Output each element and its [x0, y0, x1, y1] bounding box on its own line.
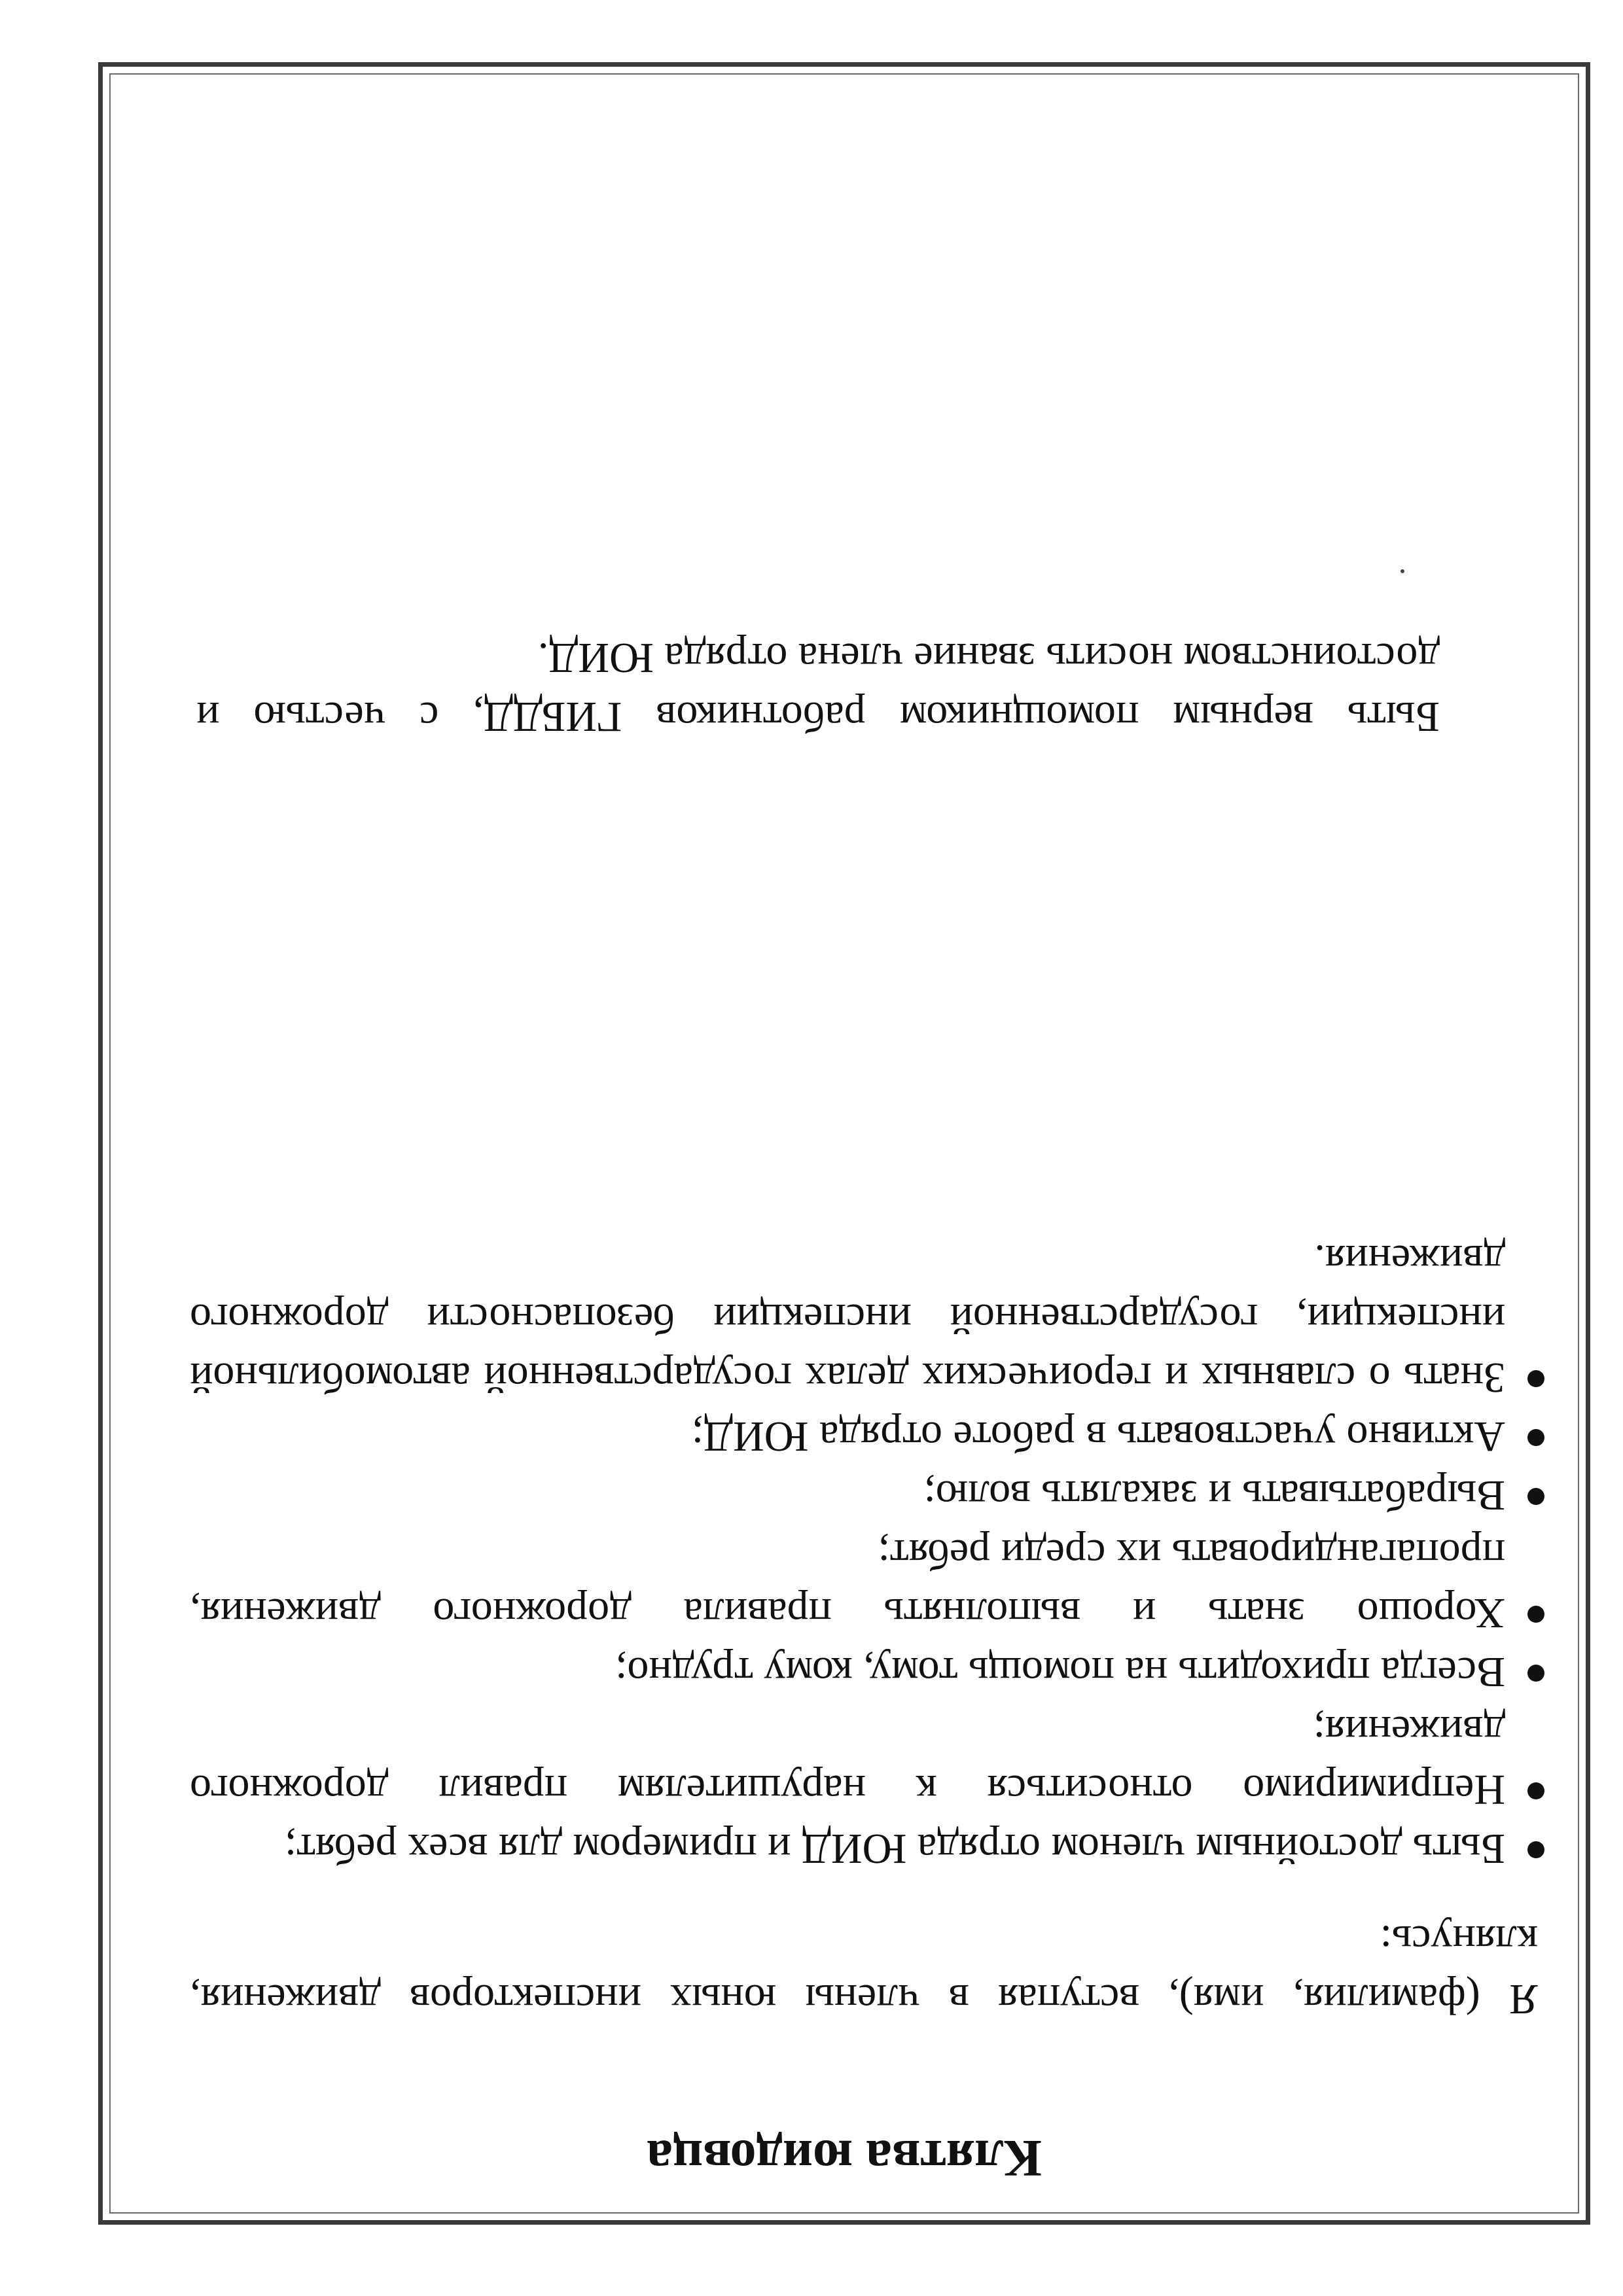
oath-document — [98, 62, 1590, 2225]
pledge-text: Хорошо знать и выполнять правила дорожного движения, пропагандировать их среди ребят; — [190, 1530, 1505, 1637]
bullet-icon — [1527, 1606, 1544, 1623]
pledge-item — [190, 1642, 1544, 1701]
pledge-item — [190, 1407, 1544, 1466]
bullet-icon — [1527, 1665, 1544, 1682]
pledge-item — [190, 1819, 1544, 1878]
pledge-text: Вырабатывать и закалять волю; — [923, 1472, 1505, 1519]
pledge-list — [190, 1230, 1544, 1878]
pledge-text: Знать о славных и героических делах государственной автомобильной инспекции, государственной инспекции безопасности дорожного движения. — [190, 1236, 1505, 1402]
bullet-icon — [1527, 1370, 1544, 1387]
bullet-icon — [1527, 1429, 1544, 1446]
bullet-icon — [1527, 1782, 1544, 1799]
pledge-item — [190, 1525, 1544, 1642]
pledge-text: Непримиримо относиться к нарушителям правил дорожного движения; — [190, 1707, 1505, 1814]
pledge-text: Быть достойным членом отряда ЮИД и примером для всех ребят; — [284, 1825, 1505, 1873]
pledge-text: Всегда приходить на помощь тому, кому трудно; — [615, 1648, 1505, 1696]
pledge-item — [190, 1701, 1544, 1819]
oath-intro: Я (фамилия, имя), вступая в члены юных инспекторов движения, клянусь: — [190, 1916, 1538, 2023]
oath-closing: Быть верным помощником работников ГИБДД, с честью и достоинством носить звание члена отряда ЮИД. — [196, 634, 1440, 741]
document-title: Клятва юидовца — [647, 2129, 1042, 2187]
pledge-item — [190, 1230, 1544, 1407]
pledge-text: Активно участвовать в работе отряда ЮИД; — [691, 1413, 1505, 1460]
scan-speck — [1400, 569, 1404, 573]
bullet-icon — [1527, 1488, 1544, 1505]
bullet-icon — [1527, 1841, 1544, 1858]
pledge-item — [190, 1466, 1544, 1525]
